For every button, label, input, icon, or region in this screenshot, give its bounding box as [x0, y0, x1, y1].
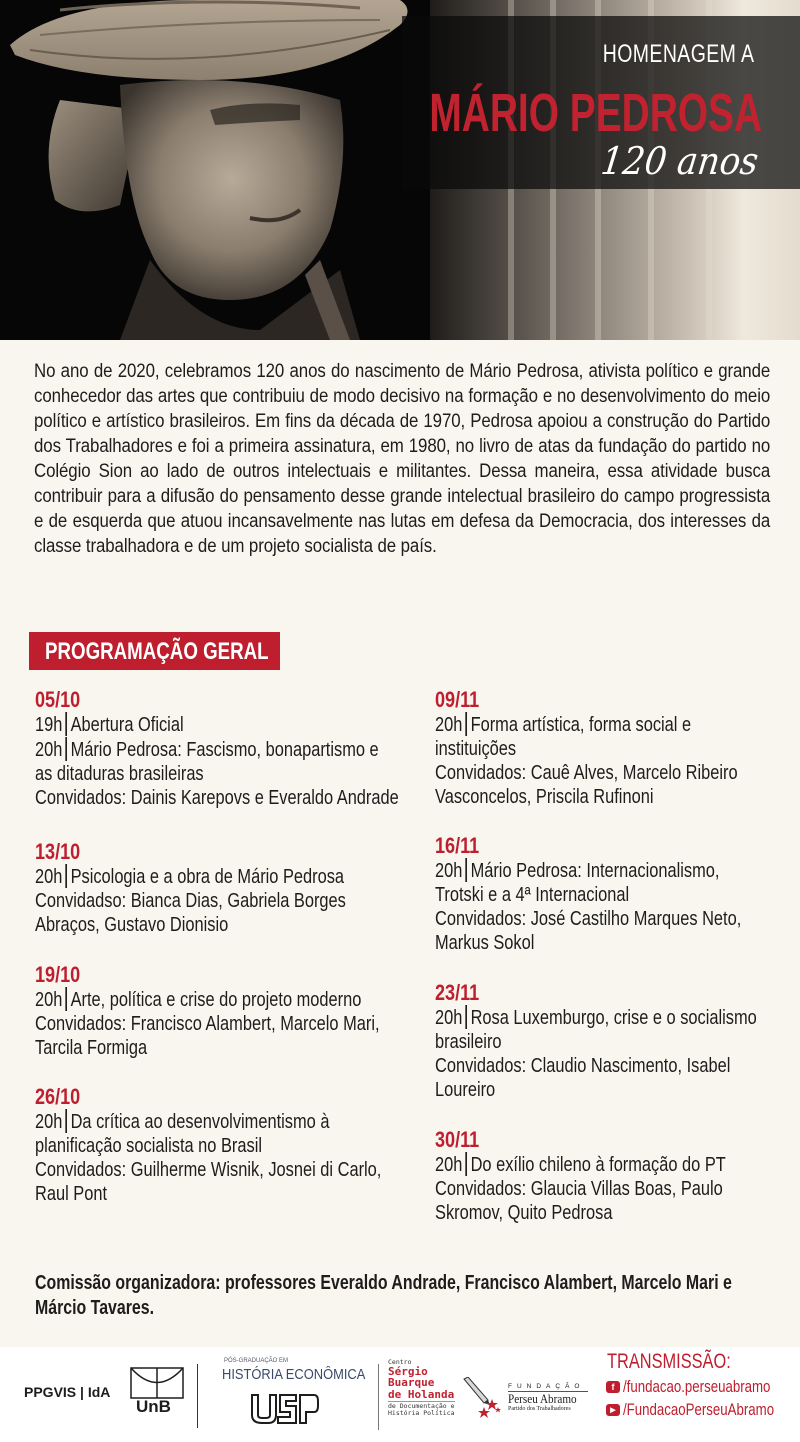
event-line: Trotski e a 4ª Internacional	[435, 884, 630, 906]
event-guests: Raul Pont	[35, 1183, 108, 1205]
facebook-link[interactable]	[606, 1377, 800, 1397]
event-item	[435, 981, 800, 1102]
event-time: 20h	[435, 860, 463, 882]
event-item	[35, 840, 412, 937]
event-title: Rosa Luxemburgo, crise e o socialismo	[470, 1007, 757, 1029]
footer-logos	[0, 1347, 800, 1442]
event-title: Arte, política e crise do projeto moderno	[70, 989, 362, 1011]
portrait-photo	[0, 0, 430, 340]
ppgvis-ida-logo: PPGVIS | IdA	[24, 1384, 111, 1400]
event-item	[35, 963, 412, 1060]
separator-bar	[66, 737, 68, 761]
event-date: 13/10	[35, 839, 81, 864]
event-line: as ditaduras brasileiras	[35, 763, 204, 785]
event-line	[435, 858, 800, 883]
facebook-icon: f	[606, 1381, 620, 1393]
event-title: Abertura Oficial	[70, 714, 184, 736]
event-guests: Convidadso: Bianca Dias, Gabriela Borges	[35, 890, 346, 912]
separator-bar	[66, 712, 68, 736]
event-date: 19/10	[35, 962, 81, 987]
event-date: 16/11	[435, 833, 480, 858]
event-title: Do exílio chileno à formação do PT	[470, 1154, 726, 1176]
sbh-name: Buarque	[388, 1376, 435, 1390]
sbh-name: Sérgio	[388, 1364, 428, 1378]
event-line	[435, 1005, 800, 1030]
separator-bar	[466, 858, 468, 882]
event-guests: Convidados: Cauê Alves, Marcelo Ribeiro	[435, 762, 738, 784]
separator-bar	[466, 1005, 468, 1029]
facebook-handle[interactable]: /fundacao.perseuabramo	[623, 1377, 771, 1396]
historia-economica-label: HISTÓRIA ECONÔMICA	[222, 1366, 366, 1383]
separator-bar	[66, 987, 68, 1011]
event-date: 05/10	[35, 687, 81, 712]
event-guests: Markus Sokol	[435, 932, 535, 954]
intro-paragraph: No ano de 2020, celebramos 120 anos do nascimento de Mário Pedrosa, ativista político e grande conhecedor das artes que contribuiu de modo decisivo na formação e no desenvolvimento do meio político e artístico brasileiros. Em fins da década de 1970, Pedrosa apoiou a construção do Partido dos Trabalhadores e foi a primeira assinatura, em 1980, no livro de atas da fundação do partido no Colégio Sion ao lado de outros intelectuais e militantes. Dessa maneira, essa atividade busca contribuir para a difusão do pensamento desse grande intelectual brasileiro do campo progressista e de esquerda que atuou incansavelmente nas lutas em defesa da Democracia, dos interesses da classe trabalhadora e de um projeto socialista de país.	[34, 360, 771, 557]
event-title: Forma artística, forma social e	[470, 714, 692, 736]
event-guests: Convidados: Guilherme Wisnik, Josnei di Carlo,	[35, 1159, 382, 1181]
event-guests: Convidados: José Castilho Marques Neto,	[435, 908, 742, 930]
event-line	[35, 987, 412, 1012]
divider	[378, 1364, 379, 1430]
event-item	[35, 688, 412, 810]
separator-bar	[466, 712, 468, 736]
event-line	[435, 712, 800, 737]
fpa-subtitle: Partido dos Trabalhadores	[508, 1406, 571, 1412]
divider	[197, 1364, 198, 1428]
event-time: 20h	[35, 739, 63, 761]
event-guests: Abraços, Gustavo Dionisio	[35, 914, 229, 936]
event-item	[35, 1085, 412, 1206]
event-line	[35, 1109, 412, 1134]
youtube-handle[interactable]: /FundacaoPerseuAbramo	[623, 1400, 775, 1419]
event-guests: Convidados: Dainis Karepovs e Everaldo Andrade	[35, 787, 399, 809]
postgrad-label: PÓS-GRADUAÇÃO EM	[224, 1358, 289, 1364]
fpa-name: Perseu Abramo	[508, 1391, 577, 1406]
event-line	[35, 737, 412, 762]
event-line: instituições	[435, 738, 517, 760]
organizing-committee: Comissão organizadora: professores Everaldo Andrade, Francisco Alambert, Marcelo Mari e Márcio Tavares.	[35, 1272, 732, 1319]
title-anniversary: 120 anos	[598, 139, 761, 183]
sbh-centro: Centro	[388, 1358, 412, 1366]
event-line: brasileiro	[435, 1031, 502, 1053]
event-guests: Skromov, Quito Pedrosa	[435, 1202, 613, 1224]
event-date: 09/11	[435, 687, 480, 712]
sbh-name: de Holanda	[388, 1387, 455, 1401]
fundacao-perseu-abramo-logo	[508, 1383, 588, 1412]
event-item	[435, 688, 800, 809]
usp-logo-icon	[250, 1391, 320, 1427]
event-time: 20h	[435, 1154, 463, 1176]
event-time: 20h	[435, 714, 463, 736]
youtube-icon: ▶	[606, 1404, 620, 1416]
program-heading: PROGRAMAÇÃO GERAL	[45, 638, 269, 665]
event-title: Psicologia e a obra de Mário Pedrosa	[70, 866, 345, 888]
event-line	[35, 864, 412, 889]
event-time: 20h	[35, 989, 63, 1011]
event-guests: Tarcila Formiga	[35, 1037, 148, 1059]
hero-banner	[0, 0, 800, 340]
event-title: Mário Pedrosa: Internacionalismo,	[470, 860, 720, 882]
event-guests: Convidados: Glaucia Villas Boas, Paulo	[435, 1178, 723, 1200]
event-time: 20h	[35, 1111, 63, 1133]
event-time: 20h	[435, 1007, 463, 1029]
event-guests: Convidados: Francisco Alambert, Marcelo Mari,	[35, 1013, 380, 1035]
event-guests: Loureiro	[435, 1079, 496, 1101]
sbh-subtitle: História Política	[388, 1409, 455, 1418]
event-line	[35, 712, 412, 737]
event-date: 23/11	[435, 980, 480, 1005]
transmission-heading: TRANSMISSÃO:	[607, 1350, 731, 1373]
event-time: 19h	[35, 714, 63, 736]
separator-bar	[66, 864, 68, 888]
fpa-fundacao: FUNDAÇÃO	[508, 1383, 588, 1392]
unb-label: UnB	[136, 1397, 171, 1416]
program-heading-banner	[29, 632, 280, 670]
event-title: Da crítica ao desenvolvimentismo à	[70, 1111, 330, 1133]
event-guests: Vasconcelos, Priscila Rufinoni	[435, 786, 654, 808]
event-date: 26/10	[35, 1084, 81, 1109]
event-time: 20h	[35, 866, 63, 888]
separator-bar	[466, 1152, 468, 1176]
event-item	[435, 1128, 800, 1225]
title-homenagem: HOMENAGEM A	[602, 40, 754, 68]
youtube-link[interactable]	[606, 1400, 800, 1420]
pen-stars-icon	[462, 1377, 502, 1421]
event-guests: Convidados: Claudio Nascimento, Isabel	[435, 1055, 731, 1077]
sbh-subtitle: de Documentação e	[388, 1402, 455, 1411]
event-date: 30/11	[435, 1127, 480, 1152]
separator-bar	[66, 1109, 68, 1133]
event-title: Mário Pedrosa: Fascismo, bonapartismo e	[70, 739, 379, 761]
title-name: MÁRIO PEDROSA	[429, 83, 762, 143]
event-line	[435, 1152, 800, 1177]
event-line: planificação socialista no Brasil	[35, 1135, 262, 1157]
centro-sergio-buarque-logo	[388, 1359, 455, 1417]
event-item	[435, 834, 800, 955]
